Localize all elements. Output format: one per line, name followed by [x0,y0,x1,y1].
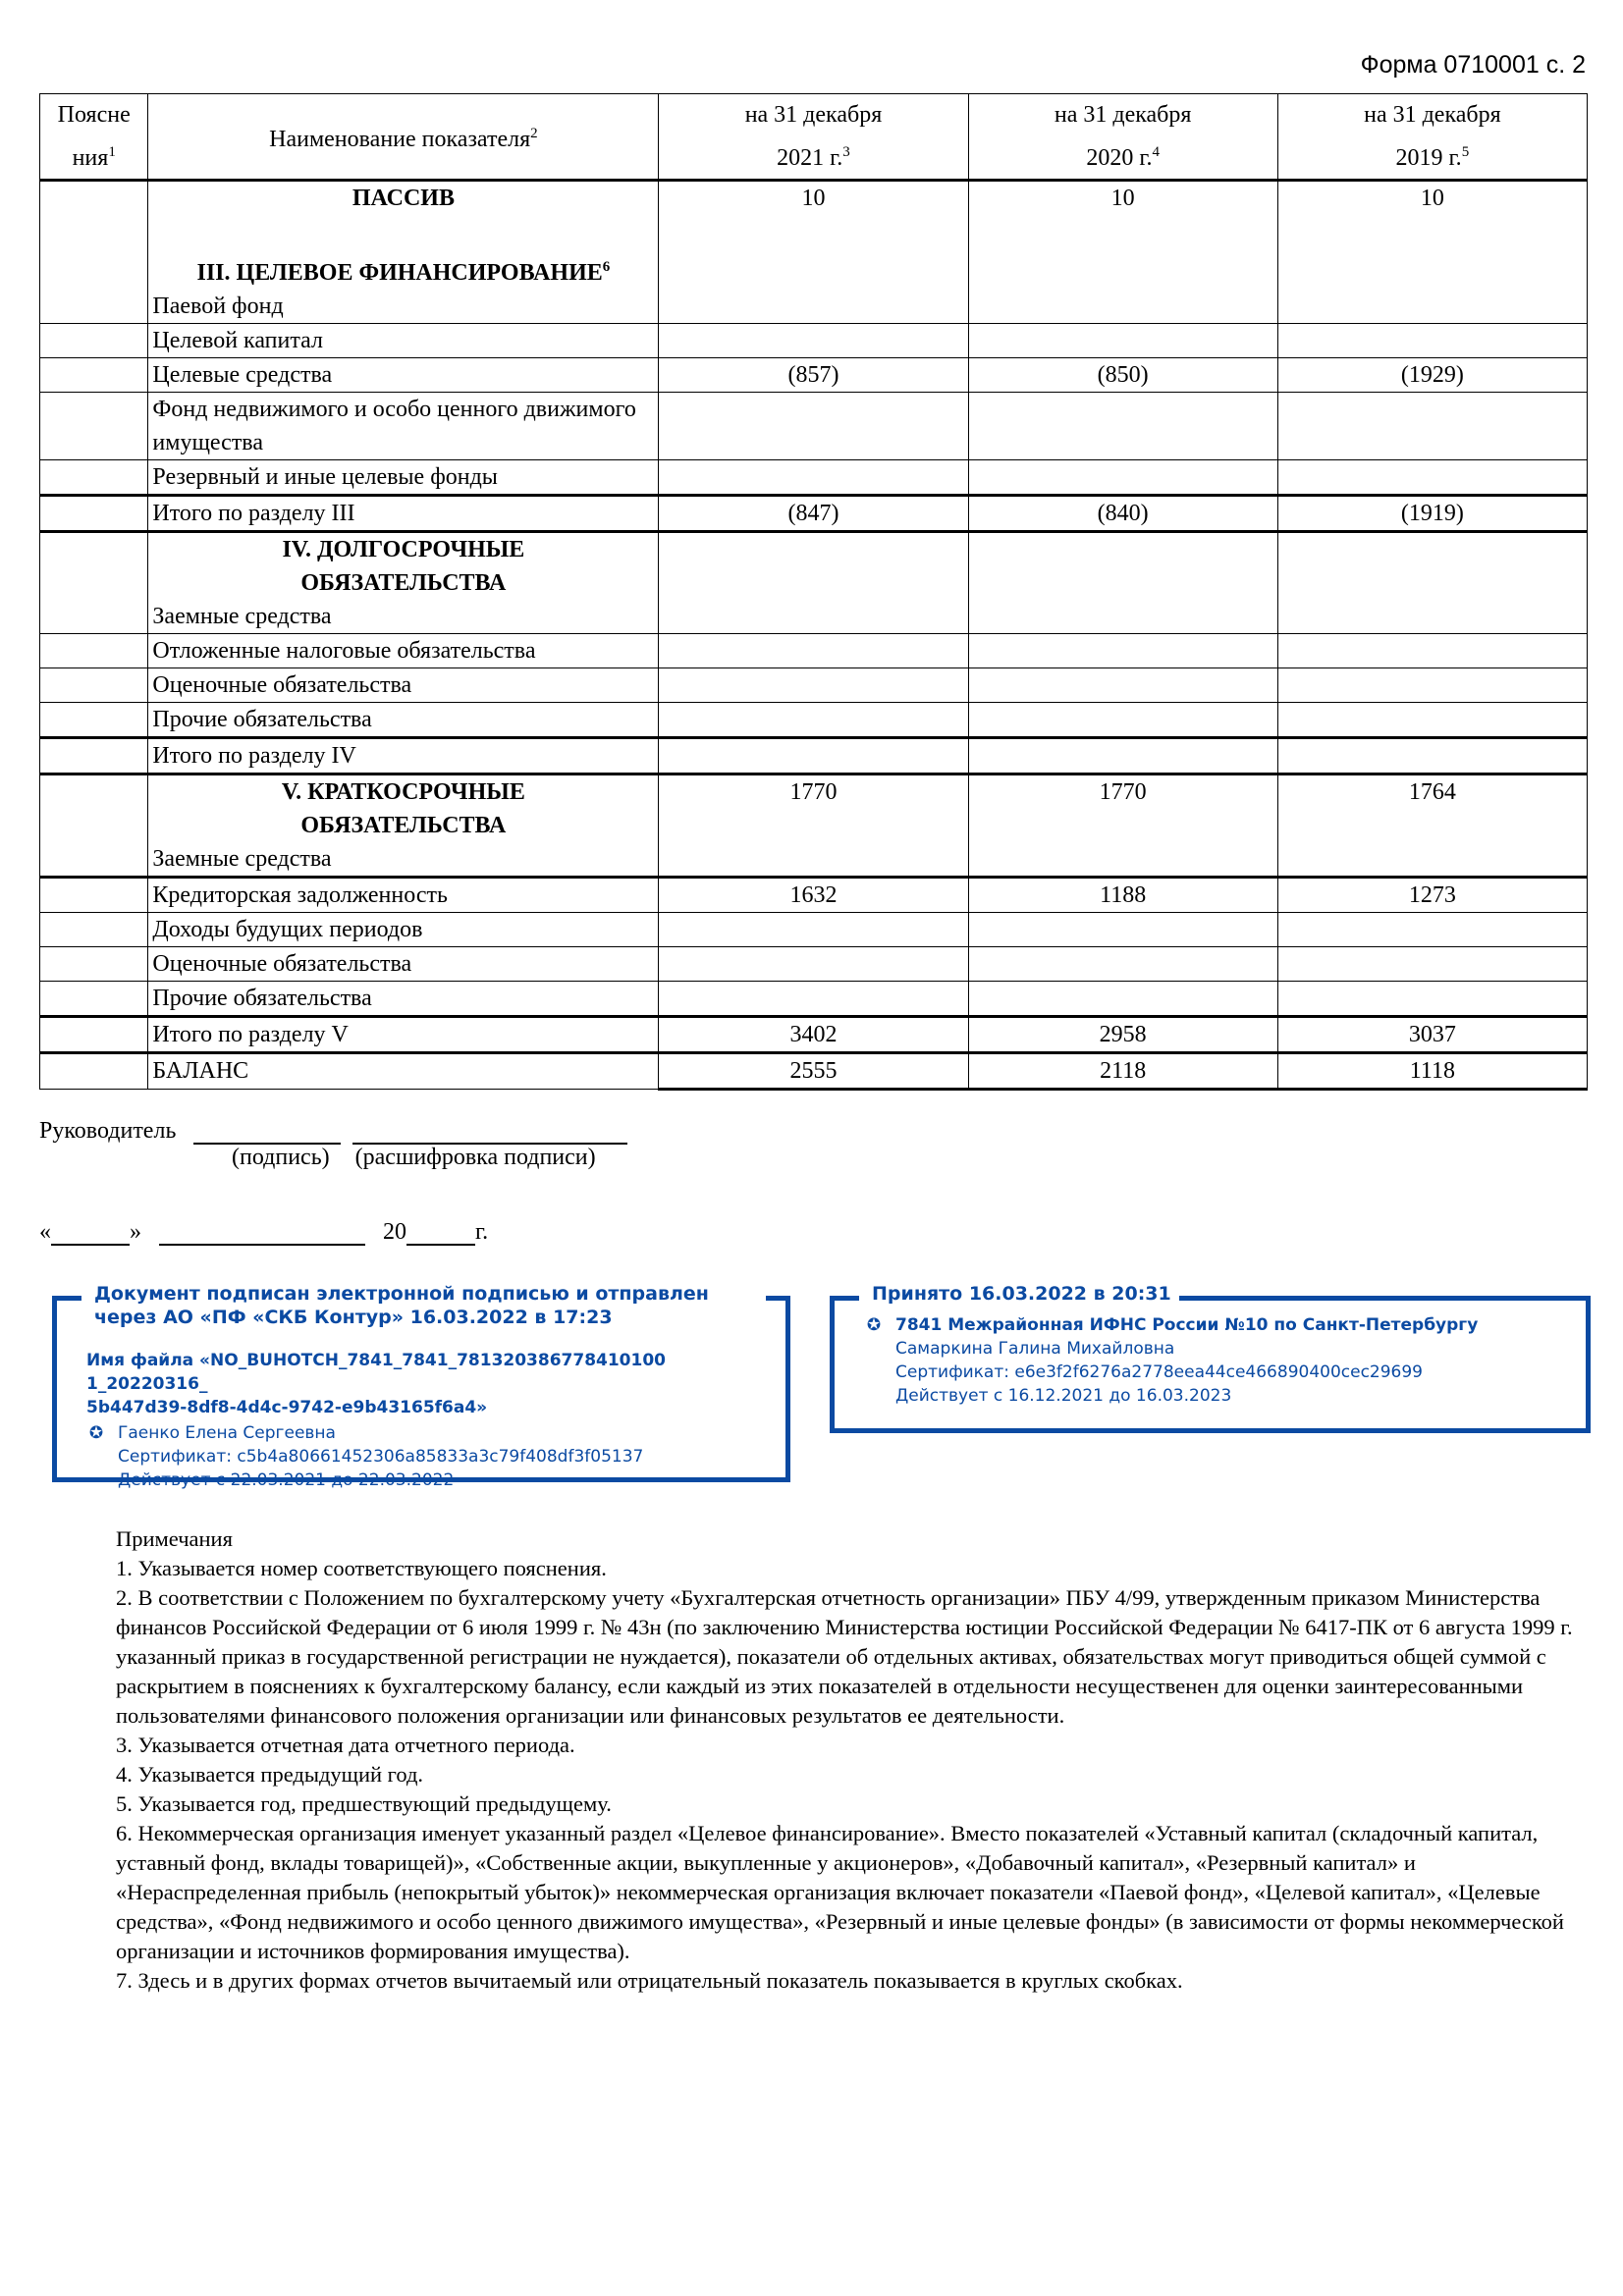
table-row: Доходы будущих периодов [40,913,1588,947]
signature-caption: (подпись) [232,1145,330,1170]
day-line [51,1216,130,1246]
table-row: Резервный и иные целевые фонды [40,460,1588,496]
table-row: V. КРАТКОСРОЧНЫЕ ОБЯЗАТЕЛЬСТВА Заемные средства 1770 1770 1764 [40,774,1588,878]
notes-section [116,1524,1589,1996]
stamp-accepted [830,1283,1591,1433]
table-row: Фонд недвижимого и особо ценного движимого имущества [40,393,1588,460]
stamp-sent-title: Документ подписан электронной подписью и отправлен [94,1283,709,1305]
stamp-accepted-signer: Самаркина Галина Михайловна [895,1339,1175,1359]
table-row: Прочие обязательства [40,703,1588,738]
section-3-title: III. ЦЕЛЕВОЕ ФИНАНСИРОВАНИЕ$^6$ [196,259,611,286]
note-item: 2. В соответствии с Положением по бухгалтерскому учету «Бухгалтерская отчетность организации» ПБУ 4/99, утвержденным приказом Министерства финансов Российской Федерации от 6 июля 1999 г. № 43н (по заключению Министерства юстиции Российской Федерации № 6417-ПК от 6 августа 1999 г. указанный приказ в государственной регистрации не нуждается), показатели об отдельных активах, обязательствах могут приводиться общей суммой с раскрытием в пояснениях к бухгалтерскому балансу, если каждый из этих показателей в отдельности несущественен для оценки заинтересованными пользователями финансового положения организации или финансовых результатов ее деятельности. [116,1585,1573,1728]
year-line [406,1216,475,1246]
balance-table [39,93,1588,1091]
certificate-medal-icon: ✪ [88,1423,104,1443]
table-row: Оценочные обязательства [40,947,1588,982]
stamp-accepted-valid: Действует с 16.12.2021 до 16.03.2023 [895,1386,1232,1406]
note-item: 1. Указывается номер соответствующего пояснения. [116,1556,607,1580]
signature-block [39,1109,825,1246]
signature-decode-line [352,1115,627,1145]
stamp-sent-signer: Гаенко Елена Сергеевна [118,1423,336,1443]
table-row: Прочие обязательства [40,982,1588,1017]
stamp-sent: Документ подписан электронной подписью и отправлен через АО «ПФ «СКБ Контур» 16.03.2022 в 17:23 Имя файла «NO_BUHOTCH_7841_7841_781320386778410100 1_20220316_ 5b447d39-8df8-4d4c-9742-e9b43165f6a4» ✪ Гаенко Елена Сергеевна Сертификат: c5b4a80661452306a85833a3c79f408df3f05137 Действует с 22.03.2021 до 22.03.2022 [52,1296,790,1482]
stamp-accepted-title: Принято 16.03.2022 в 20:31 [864,1282,1179,1306]
section-5-title: V. КРАТКОСРОЧНЫЕ [281,779,525,805]
head-label: Руководитель [39,1118,177,1144]
month-line [159,1216,365,1246]
header-2021: на 31 декабря 2021 г.$^3$ [659,94,968,181]
note-item: 3. Указывается отчетная дата отчетного периода. [116,1733,575,1757]
section-4-title: IV. ДОЛГОСРОЧНЫЕ [282,537,525,562]
notes-title: Примечания [116,1526,233,1551]
stamp-accepted-org: 7841 Межрайонная ИФНС России №10 по Санкт-Петербургу [895,1315,1479,1335]
note-item: 5. Указывается год, предшествующий предыдущему. [116,1791,612,1816]
table-row: ПАССИВ III. ЦЕЛЕВОЕ ФИНАНСИРОВАНИЕ$^6$ Паевой фонд 10 10 10 [40,181,1588,324]
table-row-total: Итого по разделу V 3402 2958 3037 [40,1017,1588,1053]
table-row: Оценочные обязательства [40,668,1588,703]
stamp-accepted-certificate: Сертификат: e6e3f2f6276a2778eea44ce466890400cec29699 [895,1362,1424,1382]
table-row: Отложенные налоговые обязательства [40,634,1588,668]
passiv-title: ПАССИВ [352,186,455,211]
header-2019: на 31 декабря 2019 г.$^5$ [1277,94,1587,181]
table-row-total: Итого по разделу IV [40,738,1588,774]
stamp-sent-filename: Имя файла «NO_BUHOTCH_7841_7841_781320386778410100 1_20220316_ [86,1351,666,1394]
date-row: « » 20 г. [39,1210,825,1246]
header-name: Наименование показателя$^2$ [148,94,659,181]
note-item: 6. Некоммерческая организация именует указанный раздел «Целевое финансирование». Вместо показателей «Уставный капитал (складочный капитал, уставный фонд, вклады товарищей)», «Собственные акции, выкупленные у акционеров», «Добавочный капитал», «Резервный капитал» и «Нераспределенная прибыль (непокрытый убыток)» некоммерческая организация включает показатели «Паевой фонд», «Целевой капитал», «Целевые средства», «Фонд недвижимого и особо ценного движимого имущества», «Резервный и иные целевые фонды» (в зависимости от формы некоммерческой организации и источников формирования имущества). [116,1821,1564,1963]
table-row: Целевой капитал [40,324,1588,358]
note-item: 7. Здесь и в других формах отчетов вычитаемый или отрицательный показатель показывается в круглых скобках. [116,1968,1183,1993]
stamp-sent-certificate: Сертификат: c5b4a80661452306a85833a3c79f408df3f05137 [118,1447,644,1467]
table-header-row [40,94,1588,181]
signature-line [193,1115,341,1145]
table-row-total: Итого по разделу III (847) (840) (1919) [40,496,1588,532]
certificate-medal-icon: ✪ [866,1315,882,1335]
form-code: Форма 0710001 с. 2 [1360,51,1586,79]
note-item: 4. Указывается предыдущий год. [116,1762,424,1787]
stamp-sent-valid: Действует с 22.03.2021 до 22.03.2022 [118,1470,455,1490]
table-row: IV. ДОЛГОСРОЧНЫЕ ОБЯЗАТЕЛЬСТВА Заемные средства [40,532,1588,634]
table-row-balance: БАЛАНС 2555 2118 1118 [40,1053,1588,1090]
table-row: Целевые средства (857) (850) (1929) [40,358,1588,393]
header-2020: на 31 декабря 2020 г.$^4$ [968,94,1277,181]
header-note: Поясне ния$^1$ [40,94,148,181]
table-row: Кредиторская задолженность 1632 1188 1273 [40,878,1588,913]
signature-decode-caption: (расшифровка подписи) [354,1145,596,1170]
